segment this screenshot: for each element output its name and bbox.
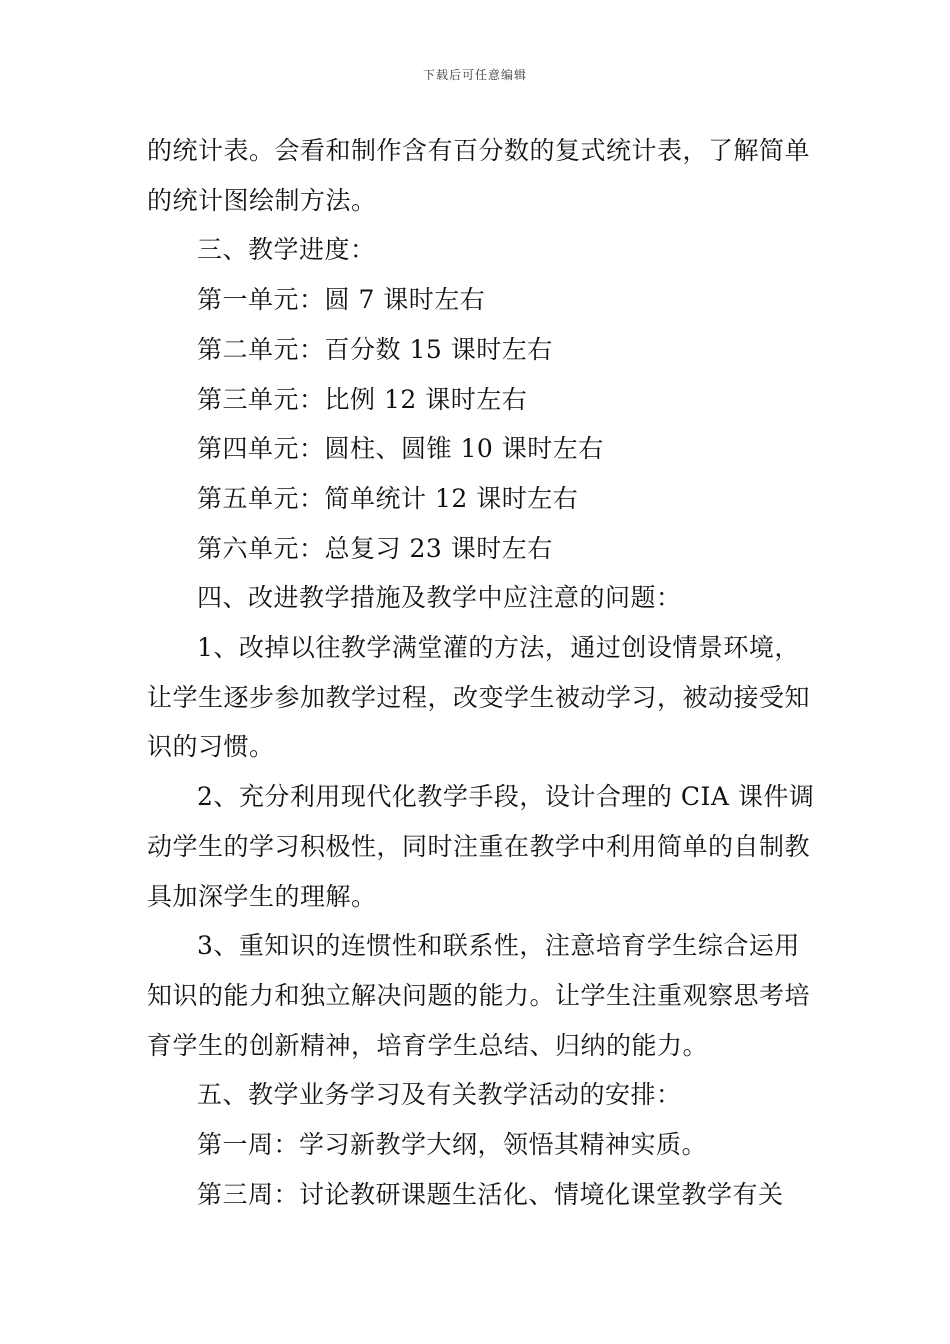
schedule-unit-3: 第三单元：比例 12 课时左右 [197,384,528,414]
section-heading-activities: 五、教学业务学习及有关教学活动的安排： [197,1080,682,1110]
paragraph-statistics-continuation: 的统计表。会看和制作含有百分数的复式统计表，了解简单的统计图绘制方法。 [147,136,811,215]
measure-item-2: 2、充分利用现代化教学手段，设计合理的 CIA 课件调动学生的学习积极性，同时注重在教学中利用简单的自制教具加深学生的理解。 [147,782,815,911]
schedule-unit-4: 第四单元：圆柱、圆锥 10 课时左右 [197,434,604,464]
document-body [147,126,817,1219]
schedule-unit-1: 第一单元：圆 7 课时左右 [197,285,486,315]
schedule-unit-6: 第六单元：总复习 23 课时左右 [197,533,553,563]
measure-item-3: 3、重知识的连惯性和联系性，注意培育学生综合运用知识的能力和独立解决问题的能力。让学生注重观察思考培育学生的创新精神，培育学生总结、归纳的能力。 [147,931,811,1060]
activity-week-3: 第三周：讨论教研课题生活化、情境化课堂教学有关 [197,1179,784,1209]
activity-week-1: 第一周：学习新教学大纲，领悟其精神实质。 [197,1130,708,1160]
schedule-unit-2: 第二单元：百分数 15 课时左右 [197,334,553,364]
measure-item-1: 1、改掉以往教学满堂灌的方法，通过创设情景环境，让学生逐步参加教学过程，改变学生被动学习，被动接受知识的习惯。 [147,633,811,762]
schedule-unit-5: 第五单元：简单统计 12 课时左右 [197,483,579,513]
section-heading-improvement-measures: 四、改进教学措施及教学中应注意的问题： [197,583,682,613]
page-header: 下载后可任意编辑 [422,68,527,82]
section-heading-teaching-schedule: 三、教学进度： [197,235,376,265]
